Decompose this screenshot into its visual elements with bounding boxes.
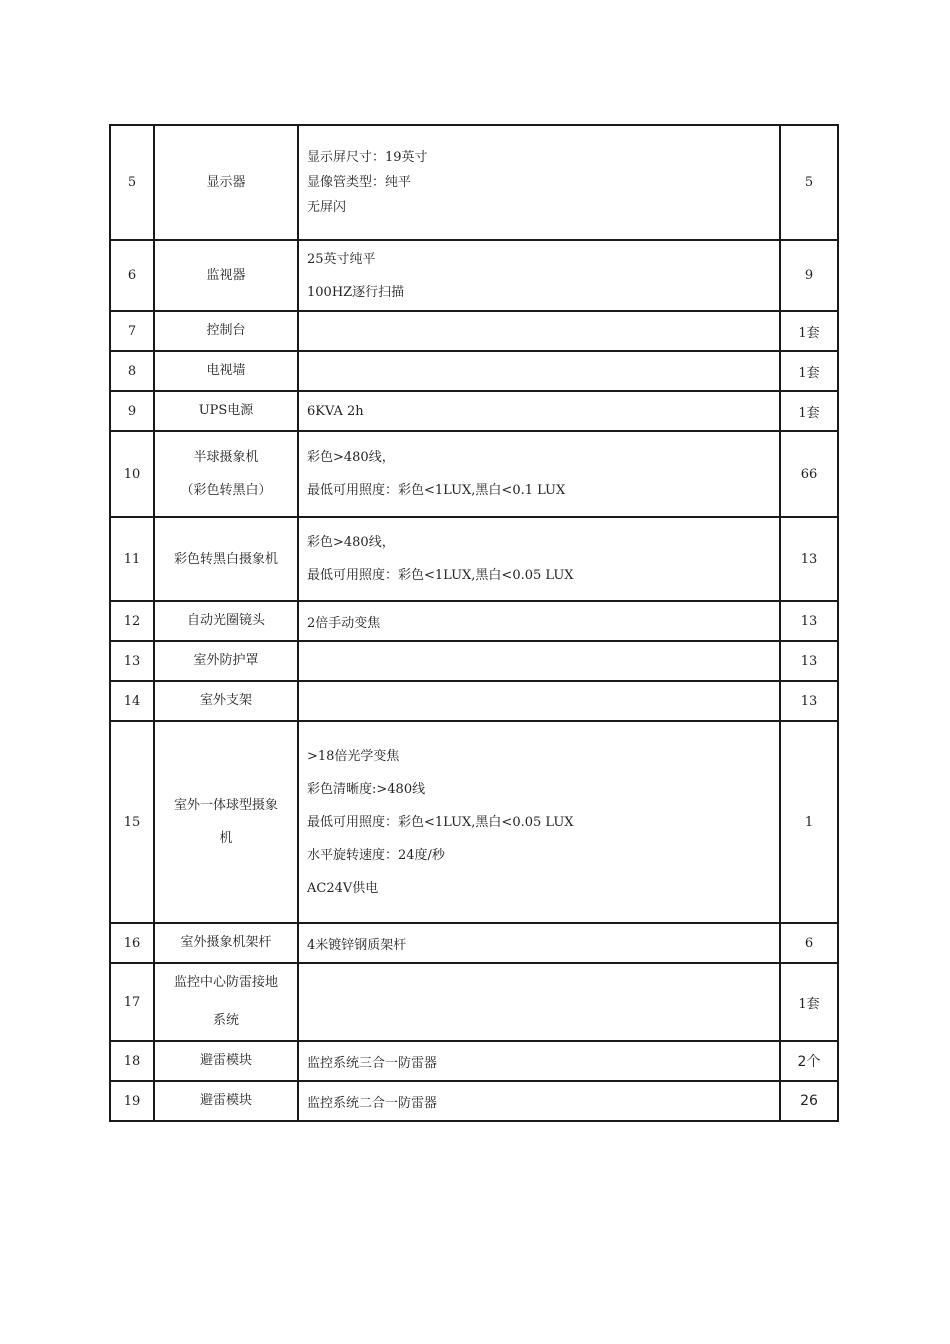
equipment-spec (298, 641, 780, 681)
table-row (110, 125, 838, 240)
equipment-spec (298, 681, 780, 721)
equipment-name (154, 311, 298, 351)
spec-line: 彩色>480线， (307, 535, 395, 550)
spec-line: 显像管类型：纯平 (307, 175, 412, 190)
equipment-name (154, 391, 298, 431)
table-row (110, 963, 838, 1041)
row-number: 11 (110, 517, 154, 601)
quantity: 13 (780, 641, 838, 681)
row-number: 12 (110, 601, 154, 641)
row-number: 15 (110, 721, 154, 923)
spec-line: 彩色>480线， (307, 450, 395, 465)
row-number: 19 (110, 1081, 154, 1121)
spec-line: 100HZ逐行扫描 (307, 284, 405, 300)
equipment-spec (298, 1081, 780, 1121)
spec-line: 彩色清晰度:>480线 (307, 781, 426, 797)
spec-line: 显示屏尺寸：19英寸 (307, 150, 428, 165)
spec-line: 监控系统二合一防雷器 (307, 1095, 438, 1111)
equipment-spec (298, 240, 780, 311)
table-row (110, 351, 838, 391)
name-line: 系统 (212, 1013, 239, 1028)
row-number: 9 (110, 391, 154, 431)
equipment-name (154, 681, 298, 721)
equipment-name (154, 517, 298, 601)
name-line: 电视墙 (206, 363, 246, 378)
table-row (110, 641, 838, 681)
quantity: 5 (780, 125, 838, 240)
equipment-name (154, 431, 298, 517)
spec-line: 最低可用照度：彩色<1LUX,黑白<0.05 LUX (307, 568, 574, 583)
row-number: 6 (110, 240, 154, 311)
name-line: 监控中心防雷接地 (173, 975, 278, 990)
spec-line: 最低可用照度：彩色<1LUX,黑白<0.1 LUX (307, 483, 566, 498)
quantity: 1套 (780, 351, 838, 391)
name-line: 室外摄象机架杆 (180, 935, 272, 950)
name-line: 控制台 (206, 323, 246, 338)
equipment-name (154, 1041, 298, 1081)
spec-line: 监控系统三合一防雷器 (307, 1055, 438, 1071)
name-line: 监视器 (206, 268, 246, 283)
table-row (110, 517, 838, 601)
equipment-table (109, 124, 839, 1122)
equipment-spec (298, 601, 780, 641)
name-line: 室外支架 (199, 693, 252, 708)
name-line: 室外一体球型摄象 (173, 798, 278, 813)
name-line: 室外防护罩 (193, 653, 259, 668)
table-row (110, 681, 838, 721)
equipment-name (154, 641, 298, 681)
name-line: 避雷模块 (199, 1053, 252, 1068)
table-row (110, 240, 838, 311)
quantity: 13 (780, 601, 838, 641)
equipment-spec (298, 963, 780, 1041)
quantity: 9 (780, 240, 838, 311)
table-row (110, 311, 838, 351)
row-number: 17 (110, 963, 154, 1041)
equipment-spec (298, 391, 780, 431)
equipment-spec (298, 311, 780, 351)
table-row (110, 923, 838, 963)
spec-line: 25英寸纯平 (307, 251, 376, 267)
equipment-spec (298, 125, 780, 240)
table-row (110, 1081, 838, 1121)
quantity: 1套 (780, 311, 838, 351)
spec-line: >18倍光学变焦 (307, 748, 400, 764)
equipment-name (154, 125, 298, 240)
equipment-name (154, 963, 298, 1041)
row-number: 14 (110, 681, 154, 721)
row-number: 16 (110, 923, 154, 963)
spec-line: 无屏闪 (307, 200, 347, 215)
row-number: 8 (110, 351, 154, 391)
name-line: （彩色转黑白） (180, 483, 272, 498)
equipment-name (154, 721, 298, 923)
equipment-name (154, 351, 298, 391)
quantity: 66 (780, 431, 838, 517)
name-line: 自动光圈镜头 (186, 613, 265, 628)
spec-line: AC24V供电 (307, 880, 379, 896)
equipment-spec (298, 517, 780, 601)
equipment-spec (298, 351, 780, 391)
spec-line: 最低可用照度：彩色<1LUX,黑白<0.05 LUX (307, 814, 574, 830)
row-number: 5 (110, 125, 154, 240)
spec-line: 6KVA 2h (307, 403, 364, 419)
equipment-name (154, 240, 298, 311)
table-row (110, 721, 838, 923)
table-row (110, 601, 838, 641)
equipment-spec (298, 923, 780, 963)
equipment-name (154, 1081, 298, 1121)
quantity: 13 (780, 681, 838, 721)
quantity: 1套 (780, 391, 838, 431)
equipment-spec (298, 431, 780, 517)
row-number: 13 (110, 641, 154, 681)
equipment-spec (298, 1041, 780, 1081)
name-line: 避雷模块 (199, 1093, 252, 1108)
name-line: 彩色转黑白摄象机 (173, 551, 278, 567)
spec-line: 2倍手动变焦 (307, 615, 381, 631)
table-row (110, 1041, 838, 1081)
name-line: UPS电源 (198, 403, 254, 418)
quantity: 6 (780, 923, 838, 963)
table-row (110, 431, 838, 517)
row-number: 7 (110, 311, 154, 351)
name-line: 显示器 (206, 175, 246, 190)
quantity: 1套 (780, 963, 838, 1041)
quantity: 2个 (780, 1041, 838, 1081)
row-number: 18 (110, 1041, 154, 1081)
row-number: 10 (110, 431, 154, 517)
equipment-name (154, 923, 298, 963)
quantity: 26 (780, 1081, 838, 1121)
name-line: 半球摄象机 (193, 450, 259, 465)
equipment-spec (298, 721, 780, 923)
quantity: 13 (780, 517, 838, 601)
equipment-name (154, 601, 298, 641)
name-line: 机 (219, 831, 233, 846)
quantity: 1 (780, 721, 838, 923)
table-row (110, 391, 838, 431)
spec-line: 4米镀锌钢质架杆 (307, 937, 407, 953)
spec-line: 水平旋转速度：24度/秒 (307, 847, 445, 863)
